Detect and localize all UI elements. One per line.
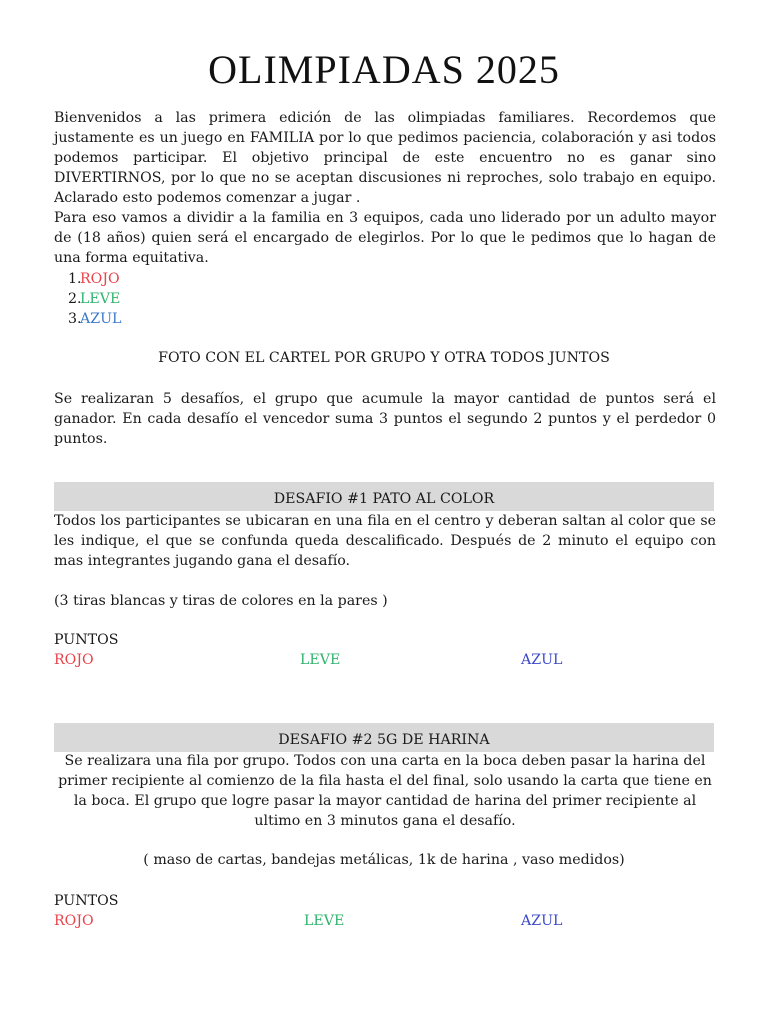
challenge-2-points-label: PUNTOS <box>54 893 119 909</box>
challenge-1-description: Todos los participantes se ubicaran en una fila en el centro y deberan saltan al color que se les indique, el que se confunda queda descalificado. Después de 2 minuto el equipo con mas integrantes jugando gana el desafío. <box>54 513 716 569</box>
challenge-1-team-blue: AZUL <box>521 652 563 668</box>
challenge-1-materials: (3 tiras blancas y tiras de colores en la pares ) <box>54 593 388 609</box>
team-blue-label: AZUL <box>80 311 122 327</box>
photo-note: FOTO CON EL CARTEL POR GRUPO Y OTRA TODOS JUNTOS <box>158 350 610 366</box>
challenge-2-heading: DESAFIO #2 5G DE HARINA <box>54 723 714 752</box>
challenge-1-heading: DESAFIO #1 PATO AL COLOR <box>54 482 714 511</box>
team-green-label: LEVE <box>80 291 121 307</box>
challenge-1-points-label: PUNTOS <box>54 632 119 648</box>
list-number: 3. <box>68 311 82 327</box>
intro-paragraph-1: Bienvenidos a las primera edición de las olimpiadas familiares. Recordemos que justamente es un juego en FAMILIA por lo que pedimos paciencia, colaboración y asi todos podemos participar. El objetivo principal de este encuentro no es ganar sino DIVERTIRNOS, por lo que no se aceptan discusiones ni reproches, solo trabajo en equipo. Aclarado esto podemos comenzar a jugar . <box>54 110 716 206</box>
challenge-2-description: Se realizara una fila por grupo. Todos con una carta en la boca deben pasar la harina del primer recipiente al comienzo de la fila hasta el del final, solo usando la carta que tiene en la boca. El grupo que logre pasar la mayor cantidad de harina del primer recipiente al ultimo en 3 minutos gana el desafío. <box>58 753 712 829</box>
challenge-1-team-red: ROJO <box>54 652 94 668</box>
intro-paragraph-2: Para eso vamos a dividir a la familia en 3 equipos, cada uno liderado por un adulto mayor de (18 años) quien será el encargado de elegirlos. Por lo que le pedimos que lo hagan de una forma equitativa. <box>54 210 716 266</box>
challenge-2-materials: ( maso de cartas, bandejas metálicas, 1k de harina , vaso medidos) <box>143 852 625 868</box>
challenge-2-team-blue: AZUL <box>521 913 563 929</box>
list-item <box>68 309 121 329</box>
list-item <box>68 289 121 309</box>
list-item <box>68 269 121 289</box>
rules-paragraph: Se realizaran 5 desafíos, el grupo que acumule la mayor cantidad de puntos será el ganador. En cada desafío el vencedor suma 3 puntos el segundo 2 puntos y el perdedor 0 puntos. <box>54 391 716 447</box>
team-list <box>68 269 121 329</box>
challenge-2-team-red: ROJO <box>54 913 94 929</box>
list-number: 1. <box>68 271 82 287</box>
challenge-1-team-green: LEVE <box>300 652 341 668</box>
challenge-2-team-green: LEVE <box>304 913 345 929</box>
page-title: OLIMPIADAS 2025 <box>208 47 560 92</box>
list-number: 2. <box>68 291 82 307</box>
team-red-label: ROJO <box>80 271 120 287</box>
